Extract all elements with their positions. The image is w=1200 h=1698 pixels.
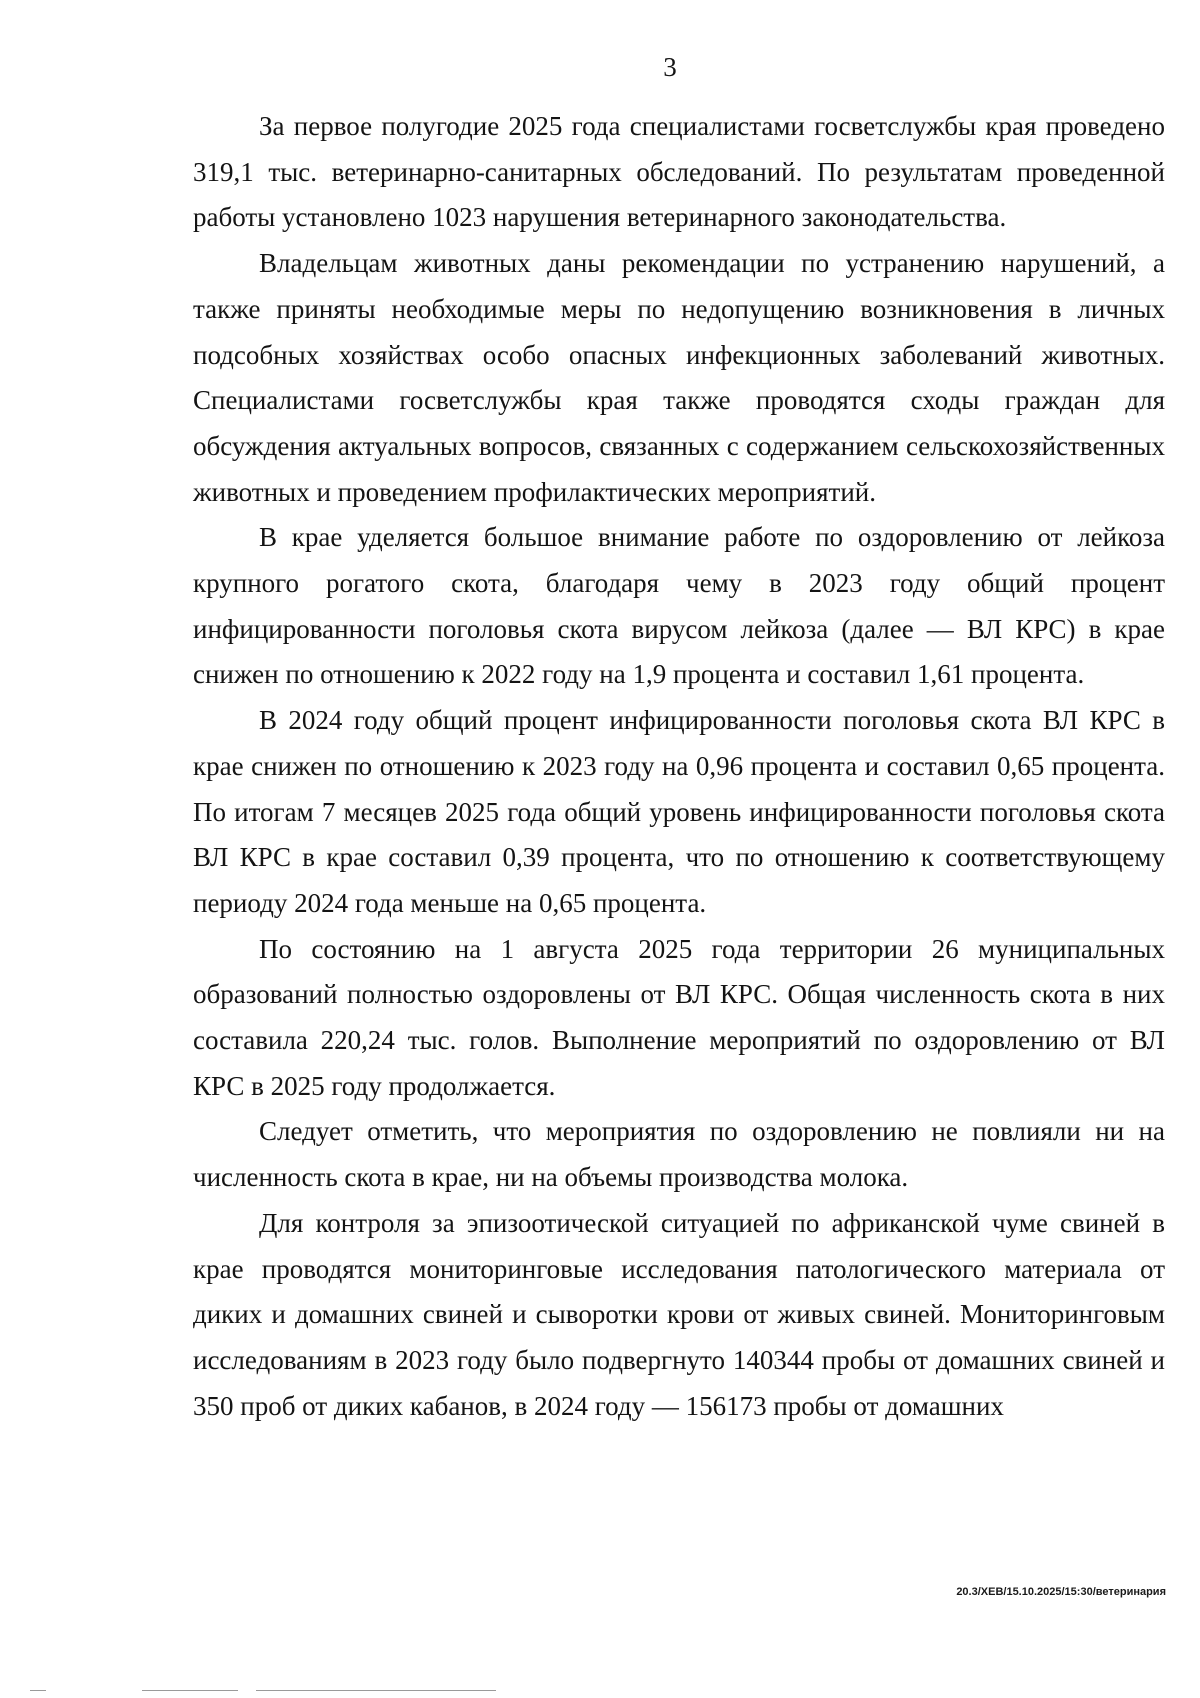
paragraph-municipalities: По состоянию на 1 августа 2025 года территории 26 муниципальных образований полностью оздоровлены от ВЛ КРС. Общая численность скота в них составила 220,24 тыс. голов. Выполнение мероприятий по оздоровлению от ВЛ КРС в 2025 году продолжается. xyxy=(193,933,1165,1101)
page-number: 3 xyxy=(663,52,677,82)
paragraph-african-swine-fever: Для контроля за эпизоотической ситуацией по африканской чуме свиней в крае проводятся мониторинговые исследования патологического материала от диких и домашних свиней и сыворотки крови от живых свиней. Мониторинговым исследованиям в 2023 году было подвергнуто 140344 пробы от домашних свиней и 350 проб от диких кабанов, в 2024 году — 156173 пробы от домашних xyxy=(193,1207,1165,1421)
paragraph-leukosis-2024: В 2024 году общий процент инфицированности поголовья скота ВЛ КРС в крае снижен по отношению к 2023 году на 0,96 процента и составил 0,65 процента. По итогам 7 месяцев 2025 года общий уровень инфицированности поголовья скота ВЛ КРС в крае составил 0,39 процента, что по отношению к соответствующему периоду 2024 года меньше на 0,65 процента. xyxy=(193,705,1165,918)
document-body xyxy=(193,104,1165,1429)
paragraph-milk-production: Следует отметить, что мероприятия по оздоровлению не повлияли ни на численность скота в крае, ни на объемы производства молока. xyxy=(193,1116,1165,1193)
paragraph-leukosis-2023: В крае уделяется большое внимание работе по оздоровлению от лейкоза крупного рогатого скота, благодаря чему в 2023 году общий процент инфицированности поголовья скота вирусом лейкоза (далее — ВЛ КРС) в крае снижен по отношению к 2022 году на 1,9 процента и составил 1,61 процента. xyxy=(193,522,1165,690)
paragraph-inspections: За первое полугодие 2025 года специалистами госветслужбы края проведено 319,1 тыс. ветеринарно-санитарных обследований. По результатам проведенной работы установлено 1023 нарушения ветеринарного законодательства. xyxy=(193,111,1165,233)
paragraph-recommendations: Владельцам животных даны рекомендации по устранению нарушений, а также приняты необходимые меры по недопущению возникновения в личных подсобных хозяйствах особо опасных инфекционных заболеваний животных. Специалистами госветслужбы края также проводятся сходы граждан для обсуждения актуальных вопросов, связанных с содержанием сельскохозяйственных животных и проведением профилактических мероприятий. xyxy=(193,248,1165,507)
scan-edge-marks xyxy=(0,1690,1200,1694)
document-registration-stamp: 20.3/ХЕВ/15.10.2025/15:30/ветеринария xyxy=(956,1586,1166,1598)
